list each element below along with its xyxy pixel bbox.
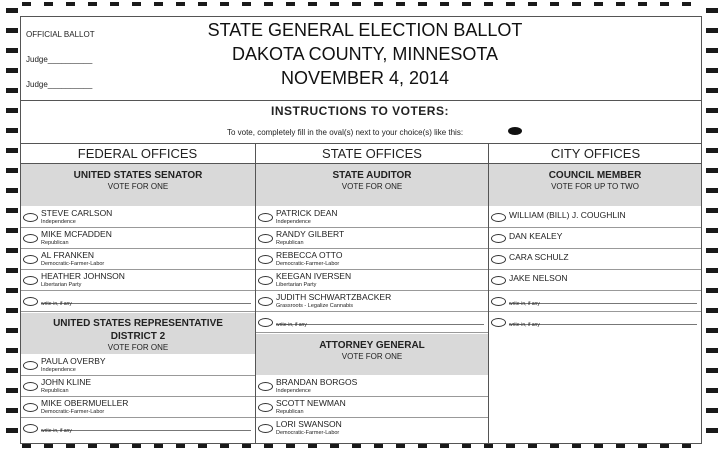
timing-mark [506,444,515,448]
candidate-option[interactable] [21,397,255,418]
candidate-name: DAN KEALEY [509,231,563,241]
timing-mark [6,308,18,313]
timing-mark [264,444,273,448]
timing-mark [706,228,718,233]
timing-mark [682,444,691,448]
vote-for-instruction: VOTE FOR ONE [341,182,403,191]
write-in-label: write-in, if any [41,301,72,307]
timing-mark [308,444,317,448]
candidate-party: Independence [276,219,311,225]
candidate-option[interactable] [256,291,488,312]
candidate-option[interactable] [21,249,255,270]
candidate-option[interactable] [256,228,488,249]
race-district: DISTRICT 2 [110,331,166,342]
write-in-label: write-in, if any [509,322,540,328]
vote-oval[interactable] [23,255,38,264]
timing-mark [176,444,185,448]
timing-mark [154,444,163,448]
race-title: UNITED STATES REPRESENTATIVE [53,318,223,329]
timing-mark [44,444,53,448]
divider [20,143,702,144]
vote-oval[interactable] [258,255,273,264]
judge-line: Judge__________ [26,80,93,89]
timing-mark [706,8,718,13]
vote-oval[interactable] [491,255,506,264]
vote-oval[interactable] [491,318,506,327]
vote-oval[interactable] [258,403,273,412]
timing-mark [706,408,718,413]
instructions-title: INSTRUCTIONS TO VOTERS: [271,104,449,118]
timing-mark [660,2,669,6]
timing-mark [706,108,718,113]
timing-mark [22,2,31,6]
timing-mark [242,2,251,6]
candidate-name: JOHN KLINE [41,377,92,387]
timing-mark [6,428,18,433]
timing-mark [462,444,471,448]
timing-mark [706,48,718,53]
candidate-option[interactable] [21,228,255,249]
timing-mark [616,2,625,6]
vote-oval[interactable] [258,318,273,327]
timing-mark [682,2,691,6]
candidate-party: Independence [41,219,76,225]
timing-mark [706,208,718,213]
timing-mark [660,444,669,448]
timing-mark [6,68,18,73]
vote-oval[interactable] [491,276,506,285]
ballot-date: NOVEMBER 4, 2014 [280,68,450,88]
candidate-party: Republican [41,240,69,246]
candidate-option[interactable] [21,207,255,228]
vote-oval[interactable] [23,382,38,391]
timing-mark [198,2,207,6]
candidate-party: Democratic-Farmer-Labor [276,261,340,267]
candidate-option[interactable] [21,355,255,376]
row-separator [21,311,255,312]
timing-mark [44,2,53,6]
vote-for-instruction: VOTE FOR ONE [341,352,403,361]
candidate-name: BRANDAN BORGOS [276,377,358,387]
timing-mark [6,168,18,173]
candidate-party: Republican [276,240,304,246]
timing-mark [706,168,718,173]
timing-mark [440,444,449,448]
timing-mark [706,388,718,393]
timing-mark [6,108,18,113]
vote-oval[interactable] [258,424,273,433]
candidate-party: Libertarian Party [276,282,317,288]
timing-mark [286,2,295,6]
timing-mark [6,228,18,233]
timing-mark [374,2,383,6]
timing-mark [286,444,295,448]
vote-oval[interactable] [23,403,38,412]
candidate-name: RANDY GILBERT [276,229,345,239]
candidate-party: Democratic-Farmer-Labor [41,261,105,267]
timing-mark [6,268,18,273]
timing-mark [6,288,18,293]
timing-mark [706,348,718,353]
vote-oval[interactable] [23,234,38,243]
vote-oval[interactable] [491,234,506,243]
timing-mark [220,444,229,448]
timing-mark [706,428,718,433]
ballot-county: DAKOTA COUNTY, MINNESOTA [231,44,499,64]
timing-mark [6,88,18,93]
candidate-option[interactable] [489,270,701,291]
timing-mark [594,444,603,448]
candidate-name: JUDITH SCHWARTZBACKER [276,292,392,302]
candidate-party: Democratic-Farmer-Labor [276,430,340,436]
timing-mark [418,2,427,6]
timing-mark [638,2,647,6]
candidate-option[interactable] [256,249,488,270]
candidate-option[interactable] [21,376,255,397]
timing-mark [6,128,18,133]
timing-mark [352,444,361,448]
candidate-party: Republican [41,388,69,394]
instructions-text: To vote, completely fill in the oval(s) next to your choice(s) like this: [226,128,464,137]
write-in-option[interactable] [489,312,701,333]
timing-mark [66,2,75,6]
timing-mark [706,268,718,273]
state-offices-heading: STATE OFFICES [322,146,422,161]
candidate-name: KEEGAN IVERSEN [276,271,352,281]
candidate-name: MIKE MCFADDEN [41,229,112,239]
candidate-option[interactable] [489,207,701,228]
candidate-name: REBECCA OTTO [276,250,343,260]
timing-mark [6,148,18,153]
candidate-party: Independence [276,388,311,394]
timing-mark [550,444,559,448]
candidate-party: Republican [276,409,304,415]
timing-mark [22,444,31,448]
timing-mark [352,2,361,6]
race-title: UNITED STATES SENATOR [73,170,203,181]
timing-mark [132,444,141,448]
write-in-label: write-in, if any [509,301,540,307]
timing-mark [110,2,119,6]
candidate-option[interactable] [21,270,255,291]
divider [20,100,702,101]
candidate-option[interactable] [256,207,488,228]
timing-mark [462,2,471,6]
timing-mark [396,2,405,6]
vote-oval[interactable] [258,234,273,243]
candidate-name: STEVE CARLSON [41,208,113,218]
timing-mark [242,444,251,448]
vote-oval[interactable] [491,213,506,222]
candidate-party: Libertarian Party [41,282,82,288]
race-title: COUNCIL MEMBER [548,170,642,181]
timing-mark [330,2,339,6]
write-in-line [41,303,251,304]
timing-mark [550,2,559,6]
race-title: ATTORNEY GENERAL [319,340,425,351]
write-in-option[interactable] [256,312,488,333]
timing-mark [396,444,405,448]
timing-mark [572,2,581,6]
timing-mark [6,348,18,353]
timing-mark [308,2,317,6]
vote-for-instruction: VOTE FOR UP TO TWO [551,182,639,191]
write-in-label: write-in, if any [276,322,307,328]
timing-mark [330,444,339,448]
timing-mark [506,2,515,6]
filled-oval-example [508,127,522,135]
timing-mark [154,2,163,6]
candidate-option[interactable] [256,397,488,418]
official-ballot-label: OFFICIAL BALLOT [26,30,95,39]
timing-mark [616,444,625,448]
candidate-option[interactable] [489,228,701,249]
timing-mark [484,444,493,448]
candidate-name: WILLIAM (BILL) J. COUGHLIN [509,210,626,220]
write-in-line [41,430,251,431]
auditor-race-header [256,164,488,206]
candidate-name: CARA SCHULZ [509,252,569,262]
candidate-name: AL FRANKEN [41,250,95,260]
candidate-party: Democratic-Farmer-Labor [41,409,105,415]
timing-mark [706,28,718,33]
timing-mark [706,128,718,133]
timing-mark [88,2,97,6]
timing-mark [528,2,537,6]
candidate-party: Independence [41,367,76,373]
timing-mark [198,444,207,448]
vote-oval[interactable] [258,276,273,285]
timing-mark [132,2,141,6]
candidate-name: JAKE NELSON [509,273,568,283]
federal-offices-heading: FEDERAL OFFICES [77,146,198,161]
ballot-title: STATE GENERAL ELECTION BALLOT [207,20,523,40]
vote-oval[interactable] [258,297,273,306]
timing-mark [706,148,718,153]
timing-mark [6,208,18,213]
timing-mark [6,48,18,53]
timing-mark [6,408,18,413]
candidate-option[interactable] [256,376,488,397]
vote-for-instruction: VOTE FOR ONE [107,182,169,191]
timing-mark [88,444,97,448]
write-in-option[interactable] [489,291,701,312]
candidate-name: LORI SWANSON [276,419,342,429]
timing-mark [6,388,18,393]
vote-oval[interactable] [258,213,273,222]
vote-oval[interactable] [23,297,38,306]
timing-mark [374,444,383,448]
vote-oval[interactable] [258,382,273,391]
timing-mark [110,444,119,448]
timing-mark [220,2,229,6]
timing-mark [594,2,603,6]
candidate-party: Grassroots - Legalize Cannabis [276,303,354,309]
timing-mark [706,68,718,73]
timing-mark [528,444,537,448]
timing-mark [706,188,718,193]
vote-oval[interactable] [23,276,38,285]
candidate-name: MIKE OBERMUELLER [41,398,129,408]
vote-oval[interactable] [23,213,38,222]
attorney-general-race-header [256,334,488,375]
senator-race-header [21,164,255,206]
timing-mark [484,2,493,6]
timing-mark [706,88,718,93]
representative-race-header [21,313,255,354]
write-in-option[interactable] [21,291,255,312]
timing-mark [6,248,18,253]
timing-mark [264,2,273,6]
timing-mark [440,2,449,6]
timing-mark [706,248,718,253]
timing-mark [638,444,647,448]
candidate-name: HEATHER JOHNSON [41,271,125,281]
judge-line: Judge__________ [26,55,93,64]
race-title: STATE AUDITOR [332,170,412,181]
candidate-option[interactable] [256,418,488,439]
timing-mark [6,188,18,193]
vote-oval[interactable] [23,361,38,370]
write-in-label: write-in, if any [41,428,72,434]
timing-mark [176,2,185,6]
timing-mark [6,28,18,33]
vote-oval[interactable] [23,424,38,433]
candidate-name: SCOTT NEWMAN [276,398,346,408]
candidate-option[interactable] [256,270,488,291]
write-in-option[interactable] [21,418,255,439]
timing-mark [6,8,18,13]
city-offices-heading: CITY OFFICES [550,146,641,161]
timing-mark [6,328,18,333]
timing-mark [6,368,18,373]
timing-mark [706,368,718,373]
timing-mark [572,444,581,448]
council-race-header [489,164,701,206]
vote-oval[interactable] [491,297,506,306]
timing-mark [706,288,718,293]
row-separator [256,332,488,333]
timing-mark [706,328,718,333]
timing-mark [66,444,75,448]
candidate-name: PAULA OVERBY [41,356,106,366]
candidate-name: PATRICK DEAN [276,208,338,218]
vote-for-instruction: VOTE FOR ONE [107,343,169,352]
candidate-option[interactable] [489,249,701,270]
write-in-line [276,324,484,325]
timing-mark [418,444,427,448]
timing-mark [706,308,718,313]
